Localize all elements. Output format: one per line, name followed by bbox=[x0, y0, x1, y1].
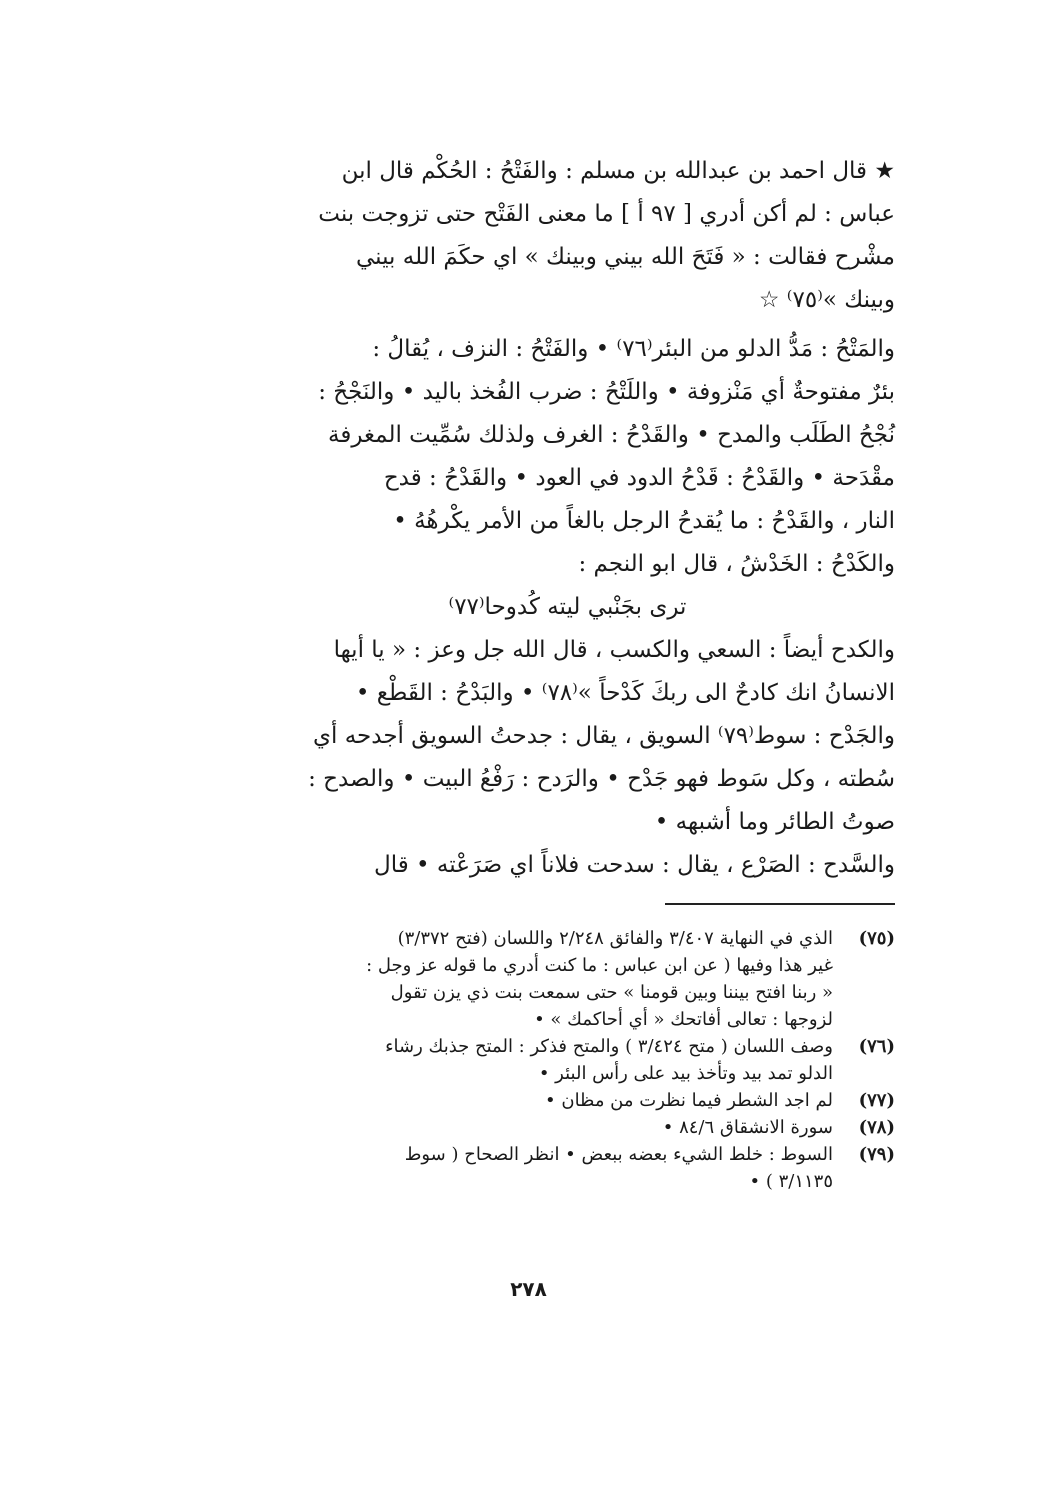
footnote-text bbox=[180, 1087, 833, 1114]
footnote-item bbox=[180, 1141, 895, 1195]
footnotes-block bbox=[180, 925, 895, 1195]
text-line: والسَّدح : الصَرْع ، يقال : سدحت فلاناً اي صَرَعْته • قال bbox=[374, 852, 895, 878]
footnote-number: (٧٨) bbox=[858, 1117, 895, 1138]
verse-line: ترى بجَنْبي ليته كُدوحا⁽٧٧⁾ bbox=[448, 594, 687, 620]
footnote-line: الذي في النهاية ٣/٤٠٧ والفائق ٢/٢٤٨ واللسان (فتح ٣/٣٧٢) bbox=[397, 928, 833, 949]
text-line: مقْدَحة • والقَدْحُ : قَدْحُ الدود في العود • والقَدْحُ : قدح bbox=[383, 465, 895, 491]
footnote-item bbox=[180, 1114, 895, 1141]
text-line: صوتُ الطائر وما أشبهه • bbox=[654, 809, 895, 835]
footnote-text bbox=[180, 925, 833, 1033]
text-line: والكَدْحُ : الخَدْشُ ، قال ابو النجم : bbox=[578, 551, 895, 577]
text-line: والجَدْح : سوط⁽٧٩⁾ السويق ، يقال : جدحتُ السويق أجدحه أي bbox=[313, 723, 895, 749]
text-line: والمَتْحُ : مَدُّ الدلو من البئر⁽٧٦⁾ • والفَتْحُ : النزف ، يُقالُ : bbox=[372, 336, 895, 362]
footnote-line: السوط : خلط الشيء بعضه ببعض • انظر الصحاح ( سوط bbox=[404, 1144, 833, 1165]
footnote-divider bbox=[665, 903, 895, 905]
main-text-block bbox=[180, 150, 895, 887]
text-line: بئرٌ مفتوحةٌ أي مَنْزوفة • واللَتْحُ : ضرب الفُخذ باليد • والنَجْحُ : bbox=[318, 379, 895, 405]
text-line: والكدح أيضاً : السعي والكسب ، قال الله جل وعز : « يا أيها bbox=[333, 637, 895, 663]
footnote-line: سورة الانشقاق ٨٤/٦ • bbox=[662, 1117, 833, 1138]
text-line: ★ قال احمد بن عبدالله بن مسلم : والفَتْحُ : الحُكْم قال ابن bbox=[341, 158, 895, 184]
footnote-line: لزوجها : تعالى أفاتحك « أي أحاكمك » • bbox=[534, 1009, 833, 1030]
footnote-line: « ربنا افتح بيننا وبين قومنا » حتى سمعت بنت ذي يزن تقول bbox=[390, 982, 833, 1003]
footnote-item bbox=[180, 1033, 895, 1087]
footnote-text bbox=[180, 1114, 833, 1141]
footnote-line: غير هذا وفيها ( عن ابن عباس : ما كنت أدري ما قوله عز وجل : bbox=[366, 955, 833, 976]
footnote-text bbox=[180, 1141, 833, 1195]
text-line: سُطته ، وكل سَوط فهو جَدْح • والرَدح : رَفْعُ البيت • والصدح : bbox=[308, 766, 895, 792]
footnote-line: وصف اللسان ( متح ٣/٤٢٤ ) والمتح فذكر : المتح جذبك رشاء bbox=[385, 1036, 833, 1057]
footnote-number: (٧٥) bbox=[858, 928, 895, 949]
footnote-item bbox=[180, 925, 895, 1033]
text-line: نُجْحُ الطَلَب والمدح • والقَدْحُ : الغرف ولذلك سُمِّيت المغرفة bbox=[328, 422, 895, 448]
footnote-line: لم اجد الشطر فيما نظرت من مظان • bbox=[545, 1090, 833, 1111]
text-line: الانسانُ انك كادحٌ الى ربكَ كَدْحاً »⁽٧٨⁾ • والبَدْحُ : القَطْع • bbox=[355, 680, 895, 706]
footnote-line: الدلو تمد بيد وتأخذ بيد على رأس البئر • bbox=[538, 1063, 833, 1084]
text-line: النار ، والقَدْحُ : ما يُقدحُ الرجل بالغاً من الأمر يكْرهُهُ • bbox=[393, 508, 895, 534]
footnote-number: (٧٧) bbox=[858, 1090, 895, 1111]
footnote-item bbox=[180, 1087, 895, 1114]
footnote-line: ٣/١١٣٥ ) • bbox=[749, 1171, 833, 1192]
footnote-number: (٧٦) bbox=[858, 1036, 895, 1057]
text-line: عباس : لم أكن أدري [ ٩٧ أ ] ما معنى الفَتْح حتى تزوجت بنت bbox=[318, 201, 895, 227]
footnote-text bbox=[180, 1033, 833, 1087]
page-number: ٢٧٨ bbox=[510, 1277, 547, 1301]
footnote-number: (٧٩) bbox=[858, 1144, 895, 1165]
text-line: مشْرح فقالت : « فَتَحَ الله بيني وبينك » اي حكَمَ الله بيني bbox=[356, 244, 895, 270]
text-line: وبينك »⁽٧٥⁾ ☆ bbox=[758, 287, 895, 313]
